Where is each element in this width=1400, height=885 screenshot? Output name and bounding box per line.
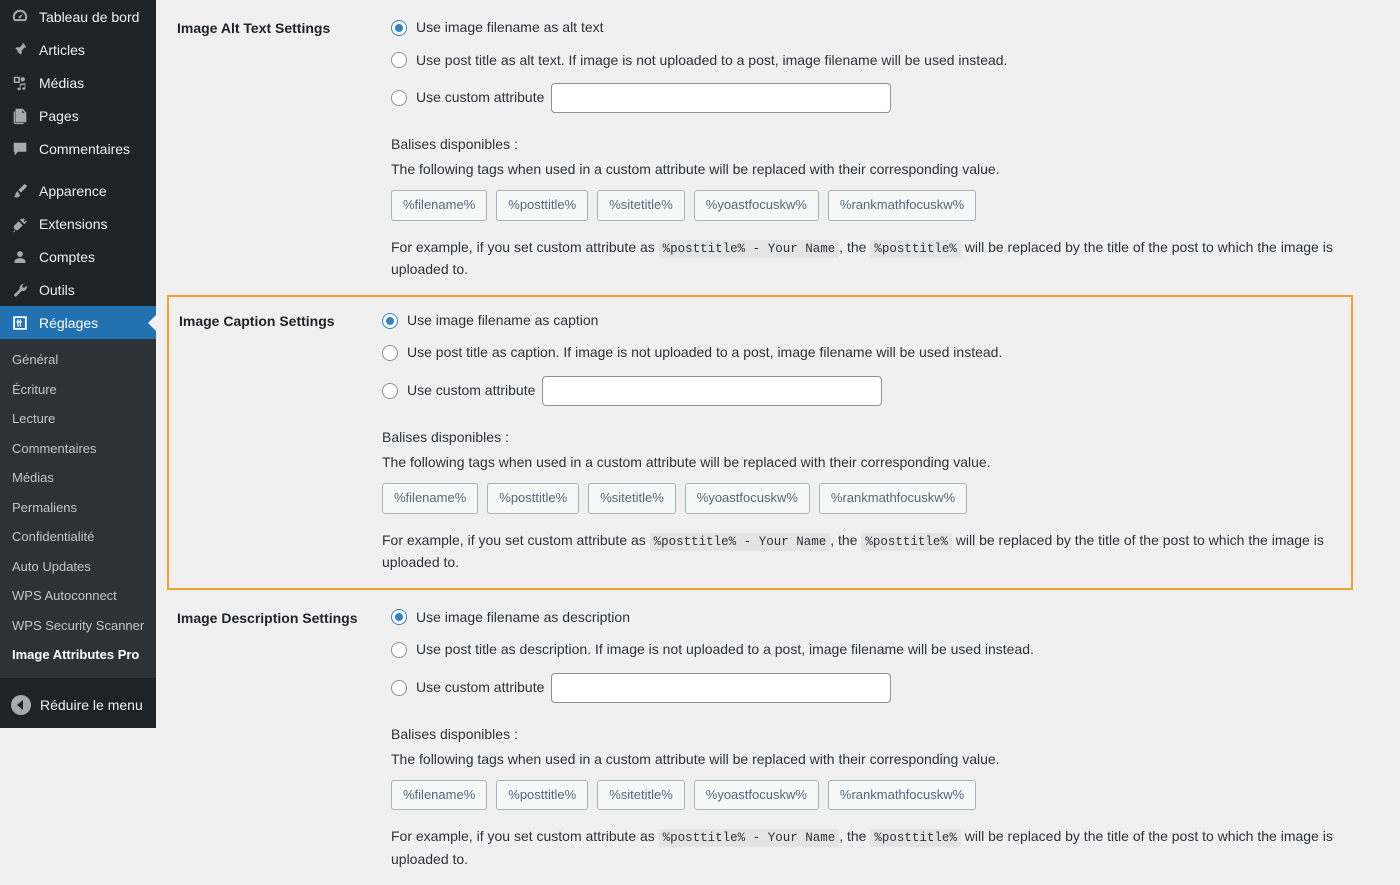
sidebar-separator [0,165,156,174]
sidebar-item-commentaires[interactable] [0,132,156,165]
submenu-item-confidentialit[interactable]: Confidentialité [12,529,95,545]
brush-icon [10,181,30,201]
tag-button[interactable]: %posttitle% [496,190,588,221]
sidebar-item-label: Commentaires [39,140,131,157]
submenu-item-lecture[interactable]: Lecture [12,411,56,427]
radio-button[interactable] [391,680,407,696]
example-text [382,530,1337,574]
example-prefix: For example, if you set custom attribute as [391,238,655,255]
pages-icon [10,106,30,126]
submenu-item-commentaires[interactable]: Commentaires [12,440,97,456]
sidebar-item-outils[interactable] [0,273,156,306]
tag-button[interactable]: %rankmathfocuskw% [828,190,976,221]
submenu-item-auto-updates[interactable]: Auto Updates [12,558,91,574]
custom-attribute-input[interactable] [551,673,891,703]
comment-icon [10,139,30,159]
example-suffix: will be replaced by the title of the post to which the image is uploaded to. [382,531,1324,570]
settings-content [156,0,1400,867]
user-icon [10,247,30,267]
radio-label[interactable]: Use image filename as caption [407,311,599,328]
tag-button[interactable]: %sitetitle% [597,780,685,811]
radio-option[interactable] [391,51,1400,71]
radio-label[interactable]: Use post title as description. If image is not uploaded to a post, image filename will be used instead. [416,641,1034,658]
collapse-menu-button[interactable] [0,682,156,728]
tag-button[interactable]: %sitetitle% [597,190,685,221]
custom-attribute-input[interactable] [542,376,882,406]
example-suffix: will be replaced by the title of the post to which the image is uploaded to. [391,828,1333,867]
example-code-custom-attribute: %posttitle% - Your Name [659,829,840,847]
radio-button[interactable] [391,642,407,658]
example-middle: , the [830,531,858,548]
tag-button[interactable]: %yoastfocuskw% [694,780,819,811]
custom-attribute-option[interactable] [391,83,1400,113]
radio-button[interactable] [391,20,407,36]
example-suffix: will be replaced by the title of the post to which the image is uploaded to. [391,238,1333,278]
section-body [391,18,1400,281]
tag-button-row [382,483,1351,514]
sidebar-item-pages[interactable] [0,99,156,132]
example-prefix: For example, if you set custom attribute as [391,828,655,845]
radio-label[interactable]: Use image filename as alt text [416,19,604,35]
sidebar-item-label: Comptes [39,248,96,265]
example-code-custom-attribute: %posttitle% - Your Name [650,533,831,551]
radio-label[interactable]: Use post title as caption. If image is not uploaded to a post, image filename will be used instead. [407,344,1003,361]
radio-option[interactable] [391,640,1400,660]
sidebar-item-label: Apparence [39,182,107,199]
tag-button[interactable]: %filename% [391,190,487,221]
pin-icon [10,40,30,60]
radio-option[interactable] [391,18,1400,38]
example-middle: , the [839,828,867,845]
radio-button[interactable] [382,313,398,329]
sidebar-item-m-dias[interactable] [0,66,156,99]
settings-icon [10,313,30,333]
custom-attribute-label[interactable]: Use custom attribute [407,382,536,399]
tag-button-row [391,780,1400,811]
sidebar-item-r-glages[interactable] [0,306,156,339]
collapse-arrow-icon [11,695,31,715]
sidebar-item-label: Articles [39,41,85,58]
tag-button[interactable]: %posttitle% [487,483,579,514]
tag-button[interactable]: %yoastfocuskw% [694,190,819,221]
dashboard-icon [10,7,30,27]
sidebar-item-apparence[interactable] [0,174,156,207]
example-code-posttitle: %posttitle% [870,829,961,847]
tag-button[interactable]: %sitetitle% [588,483,676,514]
radio-label[interactable]: Use post title as alt text. If image is not uploaded to a post, image filename will be used instead. [416,51,1008,68]
settings-section [156,0,1400,295]
custom-attribute-label[interactable]: Use custom attribute [416,89,545,106]
custom-attribute-option[interactable] [391,673,1400,703]
wrench-icon [10,280,30,300]
tag-button[interactable]: %filename% [382,483,478,514]
custom-attribute-label[interactable]: Use custom attribute [416,679,545,696]
radio-option[interactable] [382,343,1351,363]
sidebar-item-comptes[interactable] [0,240,156,273]
custom-attribute-option[interactable] [382,376,1351,406]
example-prefix: For example, if you set custom attribute as [382,531,646,548]
radio-button[interactable] [391,90,407,106]
tag-button-row [391,190,1400,221]
example-middle: , the [839,238,867,255]
sidebar-item-label: Outils [39,281,75,298]
settings-section [156,590,1400,885]
sidebar-item-label: Tableau de bord [39,8,140,25]
submenu-item-wps-security-scanner[interactable]: WPS Security Scanner [12,617,145,633]
sidebar-item-label: Pages [39,107,79,124]
admin-sidebar [0,0,156,728]
submenu-item-wps-autoconnect[interactable]: WPS Autoconnect [12,588,117,604]
radio-label[interactable]: Use image filename as description [416,608,630,625]
tag-button[interactable]: %rankmathfocuskw% [819,483,967,514]
plugin-icon [10,214,30,234]
radio-option[interactable] [391,608,1400,628]
tag-button[interactable]: %filename% [391,780,487,811]
section-body [382,311,1351,574]
example-code-posttitle: %posttitle% [861,533,952,551]
available-tags-label: Balises disponibles : [391,136,518,153]
radio-button[interactable] [382,345,398,361]
tag-button[interactable]: %posttitle% [496,780,588,811]
sidebar-item-label: Extensions [39,215,108,232]
sidebar-item-extensions[interactable] [0,207,156,240]
section-title: Image Caption Settings [179,312,335,329]
example-code-posttitle: %posttitle% [870,240,961,258]
available-tags-description: The following tags when used in a custom attribute will be replaced with their corresponding value. [391,750,1000,767]
example-code-custom-attribute: %posttitle% - Your Name [659,240,840,258]
sidebar-item-label: Réglages [39,314,99,331]
tag-button[interactable]: %rankmathfocuskw% [828,780,976,811]
collapse-menu-label: Réduire le menu [40,697,143,713]
settings-section [167,295,1353,590]
available-tags-description: The following tags when used in a custom attribute will be replaced with their corresponding value. [391,161,1000,178]
settings-sections [156,0,1400,885]
submenu-item-permaliens[interactable]: Permaliens [12,499,78,515]
submenu-item-criture[interactable]: Écriture [12,381,57,397]
sidebar-menu [0,0,156,339]
radio-button[interactable] [382,383,398,399]
submenu-item-m-dias[interactable]: Médias [12,470,54,486]
section-title: Image Alt Text Settings [177,20,331,36]
radio-button[interactable] [391,52,407,68]
available-tags-label: Balises disponibles : [382,429,509,446]
sidebar-item-label: Médias [39,74,85,91]
submenu-item-image-attributes-pro[interactable]: Image Attributes Pro [12,647,140,663]
available-tags-description: The following tags when used in a custom attribute will be replaced with their corresponding value. [382,454,991,471]
sidebar-item-tableau-de-bord[interactable] [0,0,156,33]
media-icon [10,73,30,93]
custom-attribute-input[interactable] [551,83,891,113]
example-text [391,826,1346,870]
section-body [391,608,1400,871]
radio-button[interactable] [391,609,407,625]
tag-button[interactable]: %yoastfocuskw% [685,483,810,514]
radio-option[interactable] [382,311,1351,331]
available-tags-label: Balises disponibles : [391,725,518,742]
section-title: Image Description Settings [177,609,358,626]
submenu-item-g-n-ral[interactable]: Général [12,352,59,367]
example-text [391,237,1346,281]
sidebar-item-articles[interactable] [0,33,156,66]
sidebar-submenu-settings [0,339,156,678]
